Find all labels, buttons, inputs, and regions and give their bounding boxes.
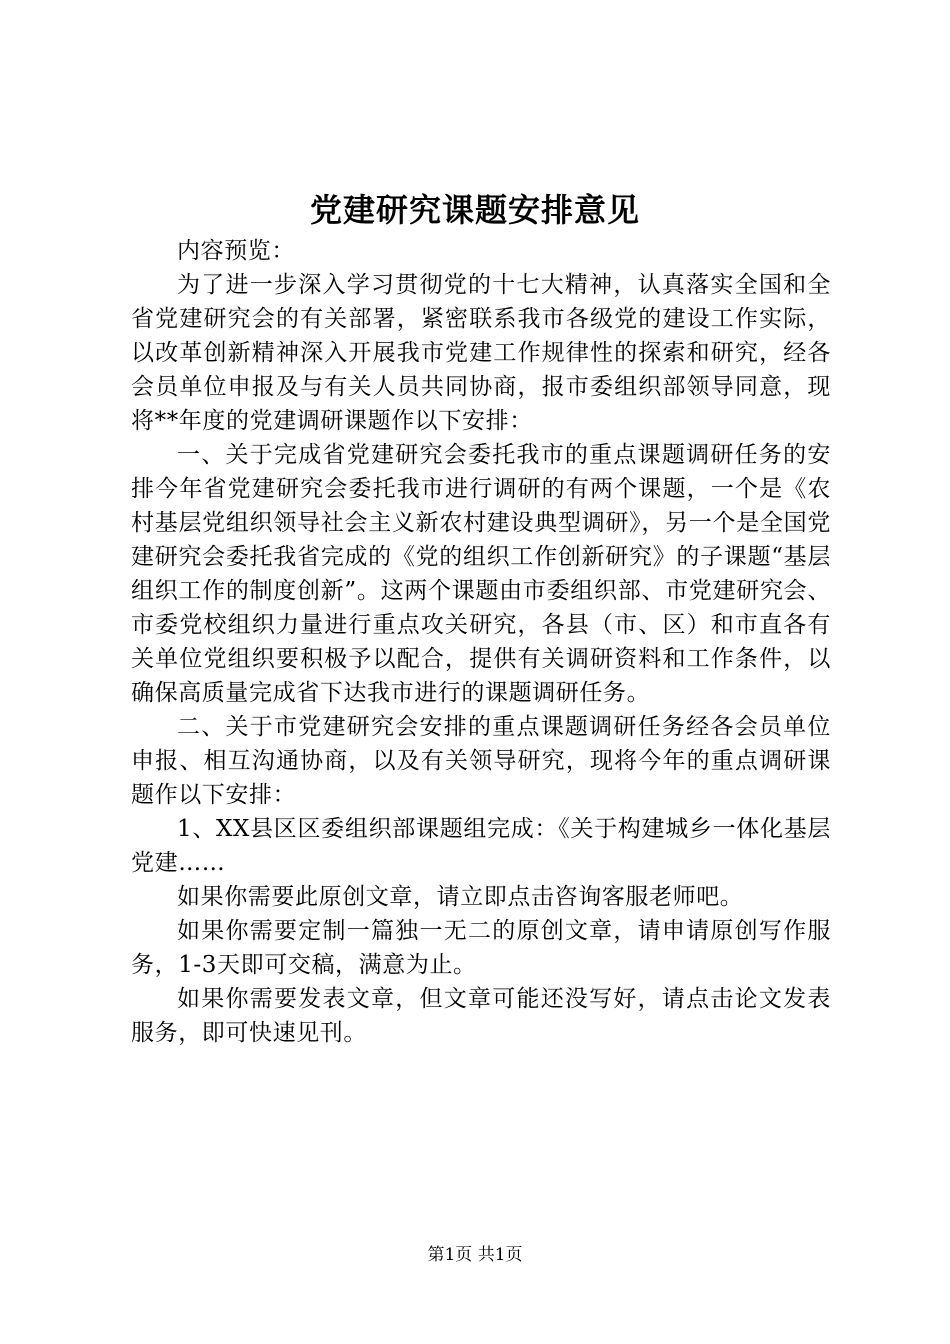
page-footer: 第1页 共1页	[427, 1245, 523, 1265]
preview-label: 内容预览：	[177, 238, 295, 264]
page-title: 党建研究课题安排意见	[309, 191, 640, 229]
document-body	[131, 234, 831, 1050]
paragraph-section-one: 一、关于完成省党建研究会委托我市的重点课题调研任务的安排今年省党建研究会委托我市进行调研的有两个课题，一个是《农村基层党组织领导社会主义新农村建设典型调研》，另一个是全国党建研究会委托我省完成的《党的组织工作创新研究》的子课题“基层组织工作的制度创新”。这两个课题由市委组织部、市党建研究会、市委党校组织力量进行重点攻关研究，各县（市、区）和市直各有关单位党组织要积极予以配合，提供有关调研资料和工作条件，以确保高质量完成省下达我市进行的课题调研任务。	[131, 442, 831, 706]
promo-consult: 如果你需要此原创文章，请立即点击咨询客服老师吧。	[177, 884, 744, 910]
paragraph-item-one: 1、XX县区区委组织部课题组完成：《关于构建城乡一体化基层党建……	[131, 816, 831, 876]
promo-publishing: 如果你需要发表文章，但文章可能还没写好，请点击论文发表服务，即可快速见刊。	[131, 986, 831, 1046]
promo-custom-writing: 如果你需要定制一篇独一无二的原创文章，请申请原创写作服务，1-3天即可交稿，满意为止。	[131, 918, 831, 978]
paragraph-intro: 为了进一步深入学习贯彻党的十七大精神，认真落实全国和全省党建研究会的有关部署，紧密联系我市各级党的建设工作实际，以改革创新精神深入开展我市党建工作规律性的探索和研究，经各会员单位申报及与有关人员共同协商，报市委组织部领导同意，现将**年度的党建调研课题作以下安排：	[131, 272, 831, 434]
paragraph-section-two: 二、关于市党建研究会安排的重点课题调研任务经各会员单位申报、相互沟通协商，以及有关领导研究，现将今年的重点调研课题作以下安排：	[131, 714, 831, 808]
